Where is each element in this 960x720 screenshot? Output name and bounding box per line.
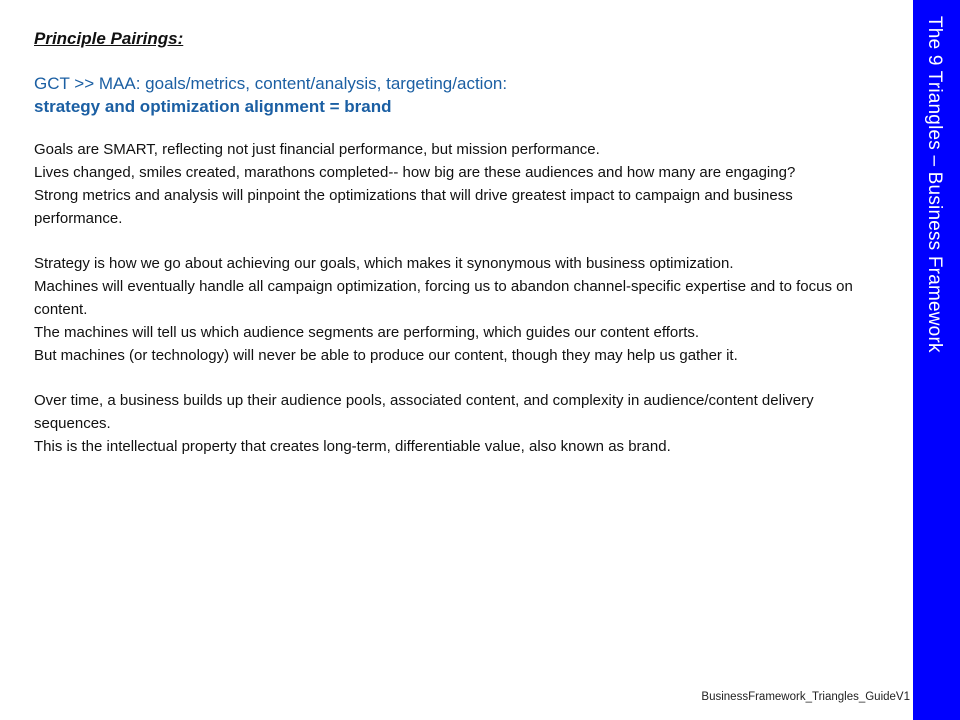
paragraph-machines-segments: The machines will tell us which audience segments are performing, which guides our content efforts. bbox=[34, 324, 700, 341]
paragraph-group-brand bbox=[34, 389, 874, 458]
paragraph-spacer bbox=[34, 367, 874, 389]
paragraph-strong-metrics: Strong metrics and analysis will pinpoint the optimizations that will drive greatest impact to campaign and business performance. bbox=[34, 187, 793, 227]
subheading-line-2: strategy and optimization alignment = brand bbox=[34, 97, 392, 116]
paragraph-group-goals bbox=[34, 138, 874, 230]
slide-footer: BusinessFramework_Triangles_GuideV1 bbox=[701, 691, 910, 703]
subheading-line-1: GCT >> MAA: goals/metrics, content/analysis, targeting/action: bbox=[34, 74, 508, 93]
sidebar-title: The 9 Triangles – Business Framework bbox=[924, 16, 945, 353]
paragraph-lives-changed: Lives changed, smiles created, marathons completed-- how big are these audiences and how many are engaging? bbox=[34, 164, 796, 181]
slide-subheading bbox=[34, 72, 874, 118]
slide-content bbox=[34, 29, 874, 458]
paragraph-intellectual-property: This is the intellectual property that creates long-term, differentiable value, also known as brand. bbox=[34, 438, 671, 455]
paragraph-spacer bbox=[34, 230, 874, 252]
paragraph-machines-content: But machines (or technology) will never be able to produce our content, though they may help us gather it. bbox=[34, 347, 738, 364]
paragraph-over-time: Over time, a business builds up their audience pools, associated content, and complexity in audience/content delivery sequences. bbox=[34, 392, 814, 432]
sidebar-band bbox=[913, 0, 960, 720]
paragraph-strategy: Strategy is how we go about achieving our goals, which makes it synonymous with business optimization. bbox=[34, 255, 734, 272]
paragraph-group-strategy bbox=[34, 252, 874, 367]
paragraph-goals-smart: Goals are SMART, reflecting not just financial performance, but mission performance. bbox=[34, 141, 600, 158]
slide-heading: Principle Pairings: bbox=[34, 29, 184, 48]
paragraph-machines-optimization: Machines will eventually handle all campaign optimization, forcing us to abandon channel-specific expertise and to focus on content. bbox=[34, 278, 853, 318]
